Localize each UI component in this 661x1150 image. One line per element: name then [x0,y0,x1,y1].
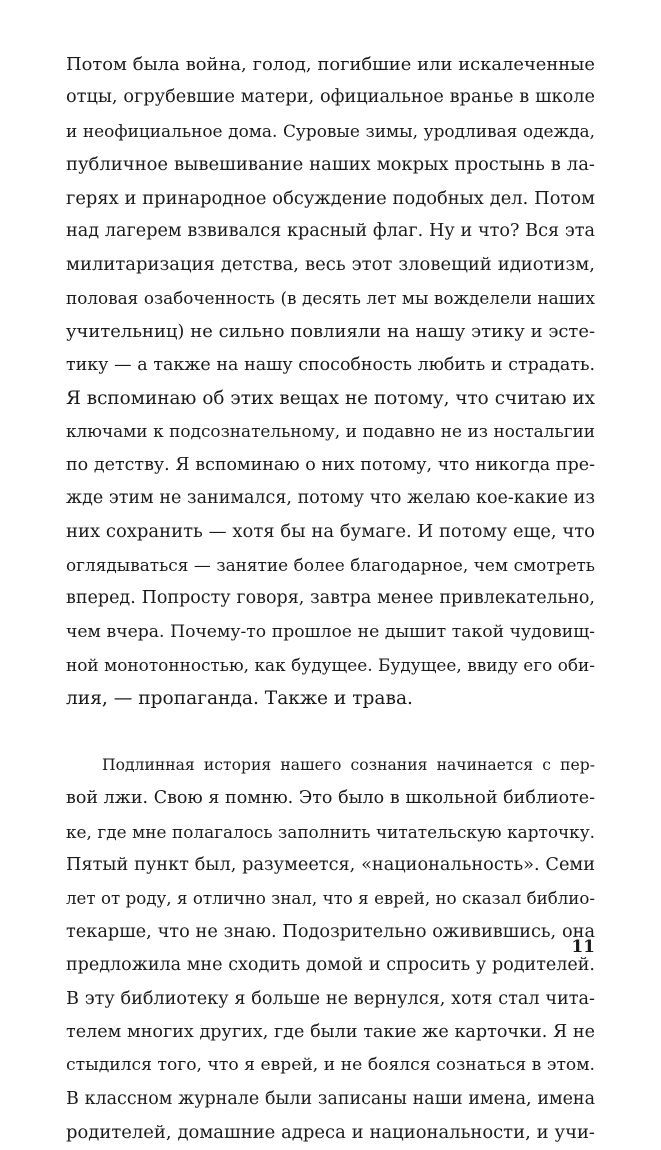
text-line: по детству. Я вспоминаю о них потому, что никогда пре- [66,454,595,475]
page-number: 11 [571,937,595,957]
page-text [66,48,595,1150]
text-line: телем многих других, где были такие же карточки. Я не [66,1021,595,1042]
text-line: чем вчера. Почему-то прошлое не дышит такой чудовищ- [66,621,595,642]
text-line: лет от роду, я отлично знал, что я еврей, но сказал библио- [66,889,595,909]
text-line: них сохранить — хотя бы на бумаге. И потому еще, что [66,521,595,543]
text-line: и неофициальное дома. Суровые зимы, уродливая одежда, [66,120,595,141]
text-line: милитаризация детства, весь этот зловещий идиотизм, [66,254,595,276]
text-line: стыдился того, что я еврей, и не боялся сознаться в этом. [66,1055,595,1076]
text-line: Пятый пункт был, разумеется, «национальность». Семи [66,854,595,875]
text-line: оглядываться — занятие более благодарное, чем смотреть [66,554,595,575]
text-line: Подлинная история нашего сознания начинается с пер- [102,755,595,774]
text-line: текарше, что не знаю. Подозрительно оживившись, она [66,921,595,942]
paragraph-1 [66,48,595,716]
text-line: над лагерем взвивался красный флаг. Ну и что? Вся эта [66,220,595,241]
paragraph-2 [66,749,595,1150]
text-line: Потом была война, голод, погибшие или искалеченные [66,54,595,75]
text-line: ной монотонностью, как будущее. Будущее, ввиду его оби- [66,655,595,676]
text-line: предложила мне сходить домой и спросить у родителей. [66,955,595,976]
text-line: ке, где мне полагалось заполнить читательскую карточку. [66,821,595,842]
text-line: вперед. Попросту говоря, завтра менее привлекательно, [66,588,595,609]
text-line: публичное вывешивание наших мокрых простынь в ла- [66,154,595,176]
text-line: учительниц) не сильно повлияли на нашу этику и эсте- [66,321,595,343]
text-line: тику — а также на нашу способность любить и страдать. [66,354,595,375]
text-line: жде этим не занимался, потому что желаю кое-какие из [66,488,595,509]
text-line: В классном журнале были записаны наши имена, имена [66,1088,595,1109]
text-line: родителей, домашние адреса и национальности, и учи- [66,1122,595,1144]
text-line: Я вспоминаю об этих вещах не потому, что считаю их [66,387,595,409]
text-line: отцы, огрубевшие матери, официальное вранье в школе [66,87,595,108]
text-line: герях и принародное обсуждение подобных дел. Потом [66,187,595,209]
text-line: вой лжи. Свою я помню. Это было в школьной библиоте- [66,788,595,809]
text-line: лия, — пропаганда. Также и трава. [66,688,413,710]
text-line: В эту библиотеку я больше не вернулся, хотя стал чита- [66,988,595,1009]
text-line: половая озабоченность (в десять лет мы вожделели наших [66,287,595,308]
text-line: ключами к подсознательному, и подавно не из ностальгии [66,421,595,442]
